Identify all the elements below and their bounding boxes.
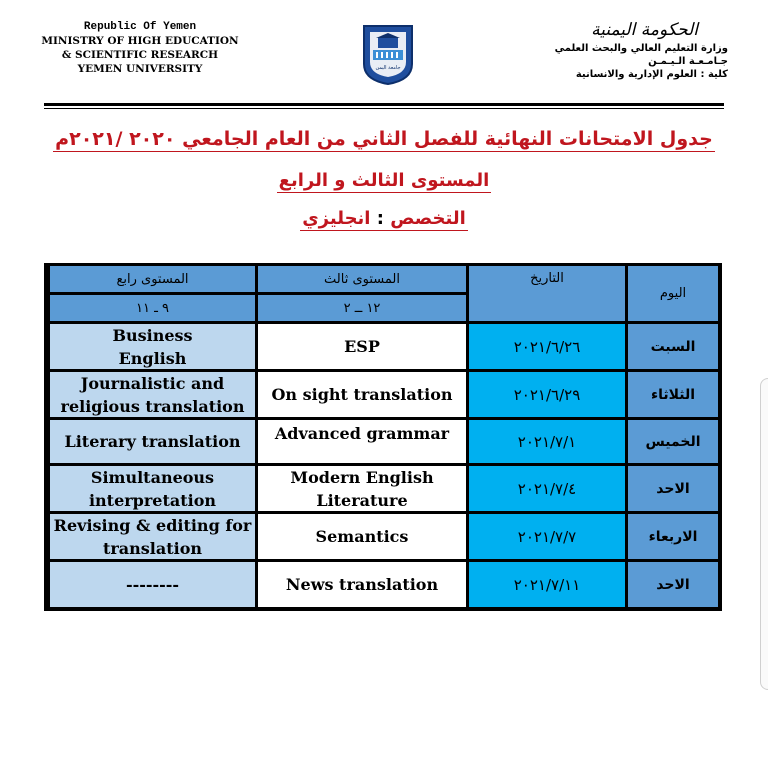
header-right-line: وزارة التعليم العالي والبحث العلمي <box>554 43 728 54</box>
header-right-line: الحكومة اليمنية <box>591 20 698 40</box>
header-left-line: Republic Of Yemen <box>83 21 197 33</box>
cell-level3-course: Semantics <box>258 514 466 559</box>
cell-level4-course: Revising & editing for translation <box>50 514 255 559</box>
cell-day: الاحد <box>628 562 718 607</box>
university-logo <box>358 22 418 86</box>
cell-level4-course: Simultaneous interpretation <box>50 466 255 511</box>
header-level4-time: ٩ ـ ١١ <box>50 295 255 321</box>
cell-day: السبت <box>628 324 718 369</box>
level-title: المستوى الثالث و الرابع <box>278 170 490 191</box>
header-left-line: MINISTRY OF HIGH EDUCATION <box>41 35 239 47</box>
logo-text: جامعة اليمن <box>375 65 401 71</box>
cell-date: ٢٠٢١/٧/٧ <box>469 514 625 559</box>
header-level3: المستوى ثالث <box>258 266 466 292</box>
header-divider-thin <box>44 108 724 109</box>
cell-day: الخميس <box>628 420 718 463</box>
header-right-line: جـامـعـة الـيـمـن <box>648 56 728 67</box>
header-divider-thick <box>44 103 724 106</box>
header-level4: المستوى رابع <box>50 266 255 292</box>
cell-day: الاحد <box>628 466 718 511</box>
cell-level3-course: ESP <box>258 324 466 369</box>
cell-level4-course: Journalistic and religious translation <box>50 372 255 417</box>
cell-date: ٢٠٢١/٦/٢٩ <box>469 372 625 417</box>
scrollbar[interactable] <box>760 378 768 690</box>
header-left-line: YEMEN UNIVERSITY <box>77 63 203 75</box>
cell-level3-course: Advanced grammar <box>258 420 466 463</box>
header-right <box>478 18 728 81</box>
cell-level3-course: On sight translation <box>258 372 466 417</box>
cell-date: ٢٠٢١/٦/٢٦ <box>469 324 625 369</box>
specialization-title <box>0 208 768 229</box>
header-level3-time: ١٢ ــ ٢ <box>258 295 466 321</box>
cell-level4-course: Business English <box>50 324 255 369</box>
exam-schedule-table <box>44 263 722 611</box>
cell-level4-course: -------- <box>50 562 255 607</box>
spec-value: انجليزي <box>302 208 371 229</box>
cell-date: ٢٠٢١/٧/١ <box>469 420 625 463</box>
header-left-line: & SCIENTIFIC RESEARCH <box>61 49 219 61</box>
page-title: جدول الامتحانات النهائية للفصل الثاني من العام الجامعي ٢٠٢٠ /٢٠٢١م <box>55 128 713 150</box>
header-date: التاريخ <box>469 266 625 321</box>
header-day: اليوم <box>628 266 718 321</box>
cell-level3-course: Modern English Literature <box>258 466 466 511</box>
cell-level4-course: Literary translation <box>50 420 255 463</box>
spec-label: التخصص <box>390 208 466 229</box>
header-left <box>40 20 240 76</box>
cell-day: الثلاثاء <box>628 372 718 417</box>
cell-date: ٢٠٢١/٧/٤ <box>469 466 625 511</box>
cell-day: الاربعاء <box>628 514 718 559</box>
cell-date: ٢٠٢١/٧/١١ <box>469 562 625 607</box>
spec-colon: : <box>376 208 384 229</box>
header-right-line: كلية : العلوم الإدارية والانسانية <box>575 69 728 80</box>
cell-level3-course: News translation <box>258 562 466 607</box>
